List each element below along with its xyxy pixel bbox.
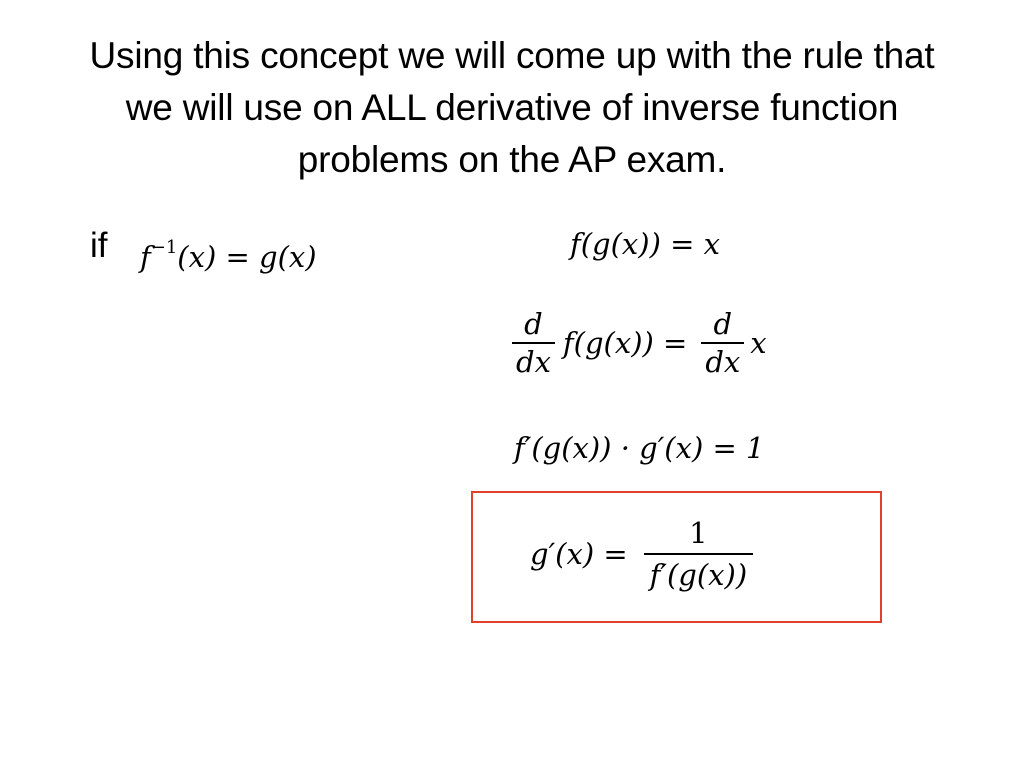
lhs-derivative-expression: f(g(x)) =	[562, 326, 688, 360]
result-fraction	[644, 513, 754, 595]
composition-equation: f(g(x)) = x	[570, 227, 720, 261]
differentiate-equation	[512, 302, 767, 384]
result-denominator: f′(g(x))	[649, 558, 748, 592]
inverse-derivative-rule	[530, 508, 759, 600]
lhs-derivative-denominator: dx	[516, 345, 551, 379]
if-label: if	[90, 226, 108, 265]
inverse-definition-rest: (x) = g(x)	[177, 240, 317, 274]
lhs-derivative-operator	[512, 306, 555, 380]
title-line-1: Using this concept we will come up with the rule that	[89, 35, 935, 76]
chain-rule-equation: f′(g(x)) · g′(x) = 1	[514, 431, 765, 465]
title-line-3: problems on the AP exam.	[297, 139, 727, 180]
rhs-derivative-expression: x	[750, 326, 767, 360]
inverse-exponent: −1	[150, 237, 178, 258]
slide-title	[10, 30, 1014, 186]
rhs-derivative-denominator: dx	[705, 345, 741, 379]
result-lhs: g′(x) =	[530, 537, 628, 571]
rhs-derivative-numerator: d	[713, 307, 733, 341]
inverse-function-symbol: f	[140, 240, 151, 274]
lhs-derivative-numerator: d	[524, 307, 543, 341]
title-line-2: we will use on ALL derivative of inverse function	[125, 87, 899, 128]
result-numerator: 1	[689, 516, 708, 550]
rhs-derivative-operator	[701, 306, 744, 380]
inverse-definition	[140, 226, 317, 279]
